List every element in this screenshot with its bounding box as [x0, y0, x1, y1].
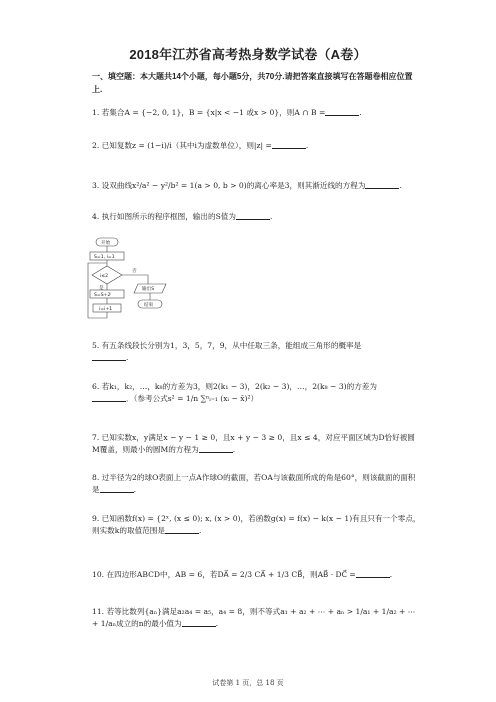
question-text: 执行如图所示的程序框图，输出的S值为	[101, 212, 236, 221]
question-tail: .	[198, 526, 202, 535]
question-9	[92, 513, 422, 537]
question-number: 11.	[92, 607, 105, 616]
question-2	[92, 140, 422, 152]
page-footer: 试卷第 1 页，总 18 页	[212, 679, 284, 687]
question-1	[92, 107, 422, 119]
no-label: 否	[132, 269, 137, 274]
question-4	[92, 211, 422, 223]
question-text: 已知实数x，y满足x − y − 1 ≥ 0，且x + y − 3 ≥ 0，且x ≤ 4，对应平面区域为D恰好被圆M覆盖，则最小的圆M的方程为	[92, 433, 415, 454]
question-number: 9.	[92, 514, 100, 523]
question-number: 10.	[92, 570, 105, 579]
question-tail: .	[232, 445, 236, 454]
question-tail: .	[215, 619, 219, 628]
page-title: 2018年江苏省高考热身数学试卷（A卷）	[129, 47, 367, 62]
question-number: 1.	[92, 108, 100, 117]
question-text: 在四边形ABCD中，AB = 6，若DA⃗ = 2/3 CA⃗ + 1/3 CB⃗，则AB⃗ · DC⃗ =	[106, 570, 356, 579]
question-text: 已知函数f(x) = {2ˣ, (x ≤ 0); x, (x > 0)，若函数g(x) = f(x) − k(x − 1)有且只有一个零点，则实数k的取值范围是	[92, 514, 421, 535]
answer-blank	[272, 140, 309, 150]
output-label: 输出S	[142, 287, 155, 292]
question-tail: .	[305, 141, 309, 150]
question-text: 过半径为2的球O表面上一点A作球O的截面，若OA与该截面所成的角是60°，则该截面的面积是	[92, 473, 416, 494]
init-label: S=1, i=1	[94, 255, 115, 260]
question-6	[92, 381, 422, 405]
question-tail: .	[359, 108, 362, 117]
question-text: 若k₁，k₂，…，k₈的方差为3，则2(k₁ − 3)，2(k₂ − 3)，…，2(k₈ − 3)的方差为	[101, 382, 377, 391]
question-tail: ．（参考公式s² = 1/n ∑ⁿᵢ₌₁ (xᵢ − x̄)²）	[126, 394, 259, 403]
question-tail: .	[399, 181, 402, 190]
yes-label: 是	[99, 286, 104, 291]
answer-blank	[182, 618, 219, 628]
question-number: 4.	[92, 212, 100, 221]
answer-blank	[92, 393, 126, 402]
answer-blank	[100, 484, 137, 494]
question-tail: .	[126, 353, 129, 362]
flowchart-figure	[86, 236, 196, 332]
answer-blank	[165, 525, 202, 535]
question-number: 3.	[92, 181, 100, 190]
question-number: 6.	[92, 382, 100, 391]
question-tail: .	[269, 212, 273, 221]
question-text: 已知复数z = (1−i)/i（其中i为虚数单位），则|z| =	[101, 141, 272, 150]
answer-blank	[356, 569, 393, 579]
question-10	[92, 569, 422, 581]
question-number: 5.	[92, 341, 100, 350]
answer-blank	[199, 444, 236, 454]
question-text: 若等比数列{aₙ}满足a₂a₄ = a₅，a₄ = 8，则不等式a₁ + a₂ + ⋯ + aₙ > 1/a₁ + 1/a₂ + ⋯ + 1/aₙ成立的n的最小值为	[92, 607, 416, 628]
section-header: 一、填空题：本大题共14个小题，每小题5分，共70分.请把答案直接填写在答题卷相应位置上.	[92, 72, 413, 94]
question-8	[92, 472, 422, 496]
question-text: 有五条线段长分别为1，3，5，7，9，从中任取三条，能组成三角形的概率是	[101, 341, 362, 350]
question-tail: .	[389, 570, 393, 579]
condition-label: i≤2	[100, 274, 109, 279]
question-number: 7.	[92, 433, 100, 442]
question-tail: .	[133, 485, 137, 494]
question-11	[92, 606, 422, 630]
question-text: 设双曲线x²/a² − y²/b² = 1(a > 0, b > 0)的离心率是3，则其渐近线的方程为	[101, 181, 366, 190]
answer-blank	[325, 107, 362, 117]
question-7	[92, 432, 422, 456]
answer-blank	[236, 211, 273, 221]
start-label: 开始	[101, 241, 111, 246]
end-label: 结束	[144, 303, 154, 308]
answer-blank	[365, 180, 402, 190]
question-text: 若集合A = {−2, 0, 1}，B = {x|x < −1 或x > 0}，则A ∩ B =	[101, 108, 326, 117]
answer-blank	[92, 352, 129, 362]
question-5	[92, 340, 422, 364]
body-label: S=S+2ⁱ	[94, 293, 112, 298]
increment-label: i=i+1	[99, 307, 113, 312]
question-number: 8.	[92, 473, 100, 482]
question-number: 2.	[92, 141, 100, 150]
question-3	[92, 180, 422, 192]
